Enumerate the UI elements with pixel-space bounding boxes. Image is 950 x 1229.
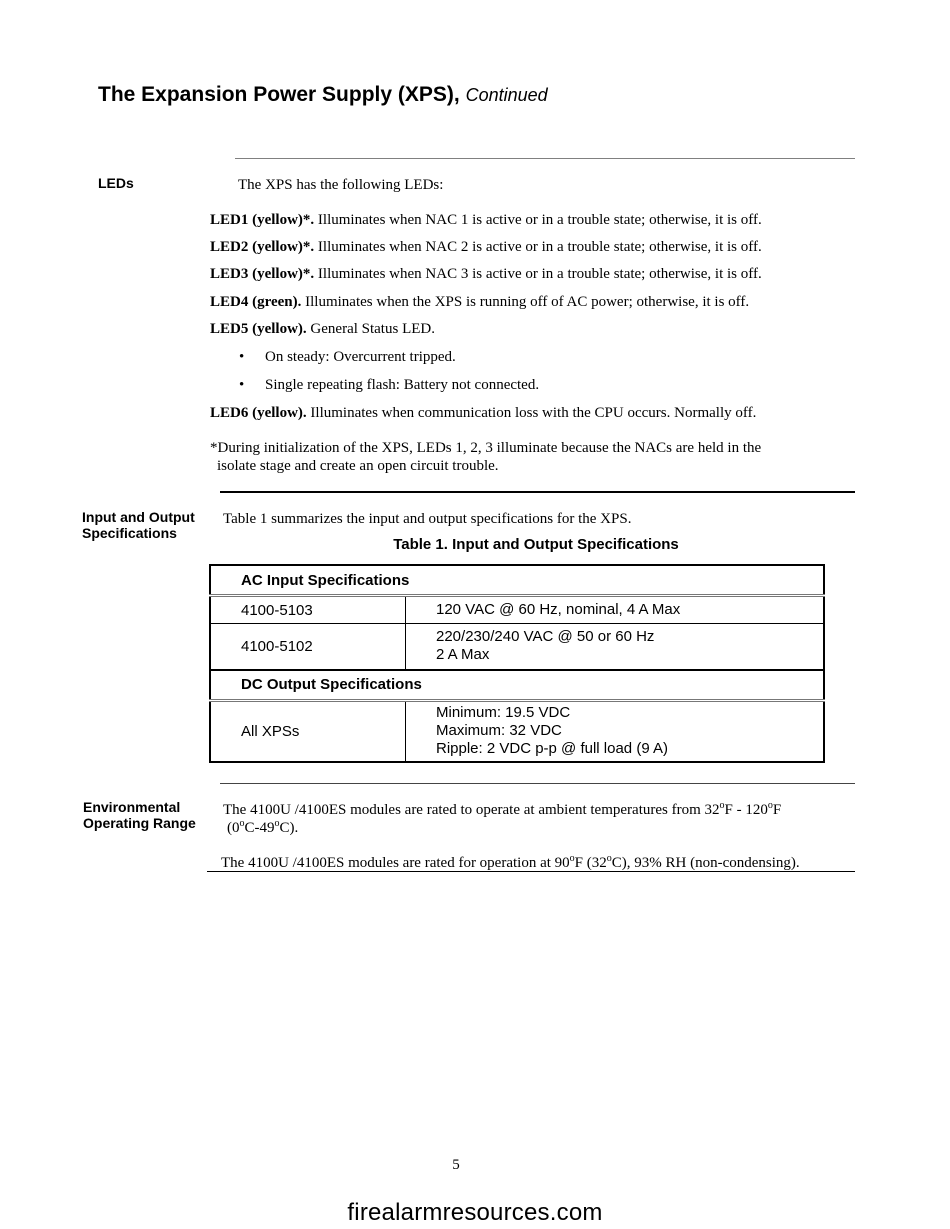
spec-line: Ripple: 2 VDC p-p @ full load (9 A): [436, 740, 668, 758]
led-label: LED1 (yellow)*.: [210, 212, 315, 228]
ac-input-header: AC Input Specifications: [210, 565, 824, 596]
text-run: F (32: [574, 855, 607, 871]
led-item: [210, 211, 762, 229]
model-cell: All XPSs: [210, 700, 406, 762]
led-description: General Status LED.: [306, 321, 435, 337]
section-divider: [207, 871, 855, 872]
page-title-main: The Expansion Power Supply (XPS),: [98, 83, 460, 106]
spec-line: 220/230/240 VAC @ 50 or 60 Hz: [436, 628, 655, 646]
spec-cell: [406, 700, 825, 762]
text-run: The 4100U /4100ES modules are rated for operation at 90: [221, 855, 570, 871]
spec-line: 2 A Max: [436, 646, 490, 664]
text-run: F: [772, 802, 782, 818]
spec-cell: [406, 596, 825, 624]
env-side-label-line2: Operating Range: [83, 815, 196, 831]
env-temperature-line1: [223, 801, 781, 819]
table-section-header: [210, 565, 824, 596]
section-divider: [220, 491, 855, 493]
page-title-suffix: Continued: [465, 85, 548, 105]
section-divider: [235, 158, 855, 159]
degree-mark: o: [606, 853, 612, 864]
led-item: [210, 293, 749, 311]
dc-output-header: DC Output Specifications: [210, 670, 824, 701]
model-cell: 4100-5103: [210, 596, 406, 624]
env-humidity: [221, 854, 800, 872]
leds-note-line1: *During initialization of the XPS, LEDs 1, 2, 3 illuminate because the NACs are held in the: [210, 440, 762, 456]
io-side-label: [82, 509, 195, 541]
text-run: C-49: [244, 820, 275, 836]
led-description: Illuminates when communication loss with the CPU occurs. Normally off.: [306, 405, 757, 421]
page-number: 5: [452, 1157, 460, 1173]
table-row: [210, 596, 824, 624]
table-row: [210, 624, 824, 670]
led-label: LED6 (yellow).: [210, 405, 307, 421]
bullet-icon: •: [239, 377, 245, 393]
led-item: [210, 238, 762, 256]
footer-watermark: firealarmresources.com: [347, 1199, 603, 1226]
led-label: LED3 (yellow)*.: [210, 266, 315, 282]
text-run: C), 93% RH (non-condensing).: [611, 855, 800, 871]
led-label: LED5 (yellow).: [210, 321, 307, 337]
specifications-table: [209, 564, 825, 763]
led-description: Illuminates when NAC 2 is active or in a trouble state; otherwise, it is off.: [314, 239, 762, 255]
io-side-label-line1: Input and Output: [82, 509, 195, 525]
led-description: Illuminates when NAC 3 is active or in a trouble state; otherwise, it is off.: [314, 266, 762, 282]
bullet-text: Single repeating flash: Battery not connected.: [265, 377, 540, 393]
table-row: [210, 700, 824, 762]
bullet-text: On steady: Overcurrent tripped.: [265, 349, 456, 365]
env-temperature-line2: [227, 819, 298, 837]
spec-cell: [406, 624, 825, 670]
model-cell: 4100-5102: [210, 624, 406, 670]
table-caption: Table 1. Input and Output Specifications: [393, 536, 679, 553]
leds-intro: The XPS has the following LEDs:: [238, 177, 444, 193]
bullet-icon: •: [239, 349, 245, 365]
led-item: [210, 265, 762, 283]
led-item: [210, 320, 435, 338]
text-run: The 4100U /4100ES modules are rated to operate at ambient temperatures from 32: [223, 802, 720, 818]
spec-line: Maximum: 32 VDC: [436, 722, 562, 740]
env-side-label: [83, 799, 196, 831]
led-label: LED2 (yellow)*.: [210, 239, 315, 255]
degree-mark: o: [239, 818, 245, 829]
led-label: LED4 (green).: [210, 294, 302, 310]
degree-mark: o: [274, 818, 280, 829]
degree-mark: o: [719, 800, 725, 811]
led-description: Illuminates when NAC 1 is active or in a trouble state; otherwise, it is off.: [314, 212, 762, 228]
env-side-label-line1: Environmental: [83, 799, 181, 815]
io-intro: Table 1 summarizes the input and output specifications for the XPS.: [223, 511, 632, 527]
text-run: C).: [279, 820, 299, 836]
led-description: Illuminates when the XPS is running off of AC power; otherwise, it is off.: [301, 294, 750, 310]
degree-mark: o: [767, 800, 773, 811]
led-item: [210, 404, 756, 422]
text-run: (0: [227, 820, 240, 836]
section-divider: [220, 783, 855, 784]
leds-note-line2: isolate stage and create an open circuit trouble.: [217, 458, 499, 474]
table-section-header: [210, 670, 824, 701]
degree-mark: o: [569, 853, 575, 864]
spec-line: 120 VAC @ 60 Hz, nominal, 4 A Max: [436, 601, 681, 618]
leds-side-label: LEDs: [98, 175, 134, 191]
page-title: [98, 83, 548, 107]
text-run: F - 120: [724, 802, 768, 818]
spec-line: Minimum: 19.5 VDC: [436, 704, 571, 722]
io-side-label-line2: Specifications: [82, 525, 177, 541]
